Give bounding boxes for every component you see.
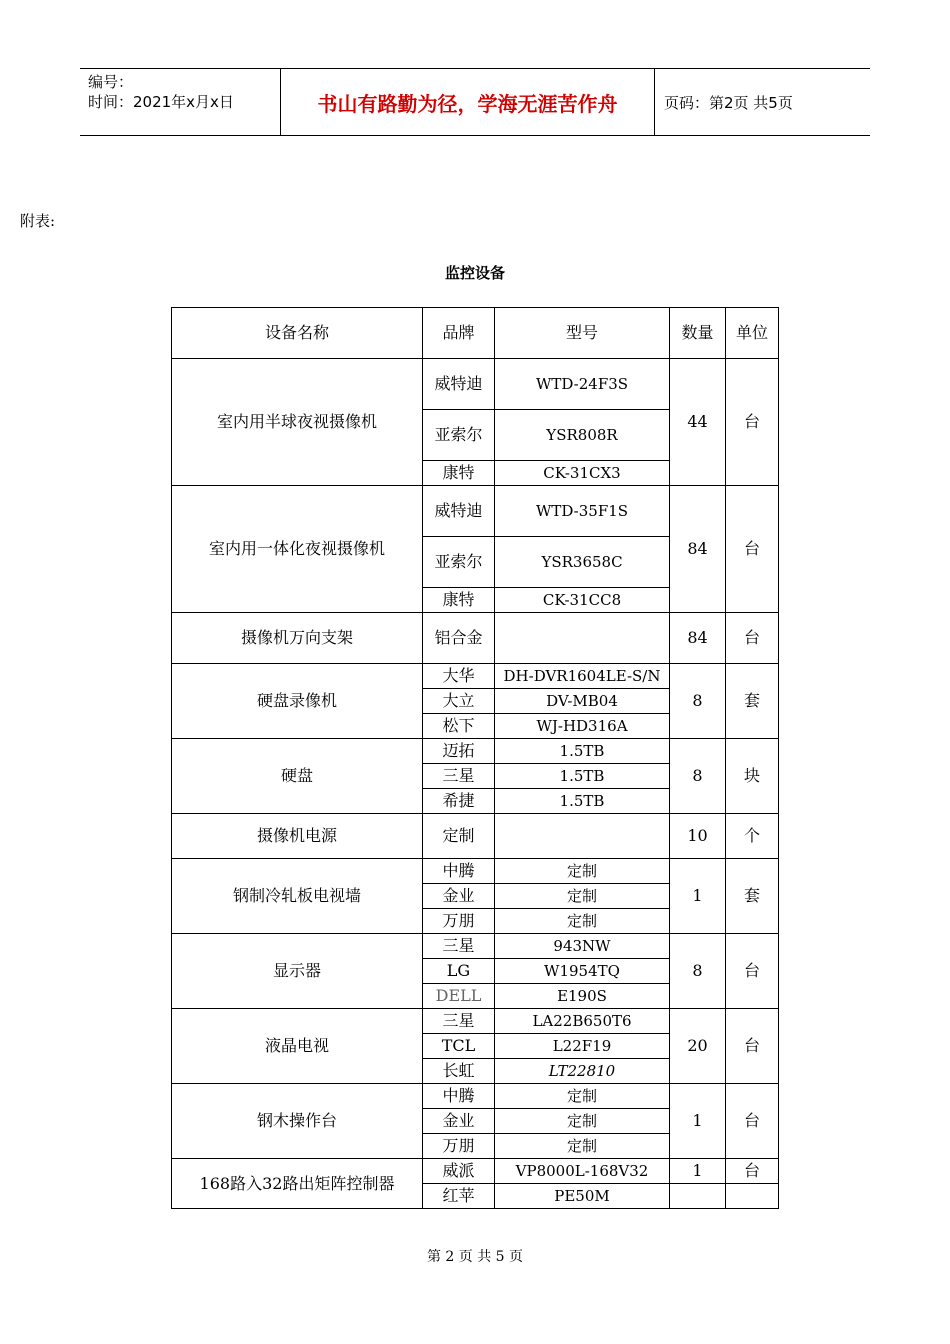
- col-header-model: 型号: [495, 308, 670, 359]
- model-cell: CK-31CX3: [495, 461, 670, 486]
- header-slogan: 书山有路勤为径，学海无涯苦作舟: [281, 69, 655, 135]
- model-cell: 1.5TB: [495, 764, 670, 789]
- quantity-cell: 44: [670, 359, 726, 486]
- quantity-cell: 1: [670, 1084, 726, 1159]
- table-row: [172, 1009, 779, 1034]
- brand-cell: 威派: [423, 1159, 495, 1184]
- table-row: [172, 359, 779, 410]
- model-cell: 1.5TB: [495, 789, 670, 814]
- col-header-name: 设备名称: [172, 308, 423, 359]
- model-cell: 1.5TB: [495, 739, 670, 764]
- equipment-name: 钢木操作台: [172, 1084, 423, 1159]
- brand-cell: 威特迪: [423, 359, 495, 410]
- unit-cell: 套: [726, 859, 779, 934]
- table-title: 监控设备: [444, 264, 505, 282]
- model-cell: 定制: [495, 1084, 670, 1109]
- brand-cell: 希捷: [423, 789, 495, 814]
- brand-cell: 三星: [423, 1009, 495, 1034]
- col-header-brand: 品牌: [423, 308, 495, 359]
- brand-cell: 三星: [423, 934, 495, 959]
- table-row: [172, 859, 779, 884]
- model-cell: 定制: [495, 1109, 670, 1134]
- brand-cell: 中腾: [423, 859, 495, 884]
- quantity-cell: 84: [670, 613, 726, 664]
- brand-cell: 大立: [423, 689, 495, 714]
- model-cell: E190S: [495, 984, 670, 1009]
- time-label: 时间：2021年x月x日: [88, 93, 234, 111]
- header-page-info: 页码：第2页 共5页: [664, 93, 793, 112]
- brand-cell: 迈拓: [423, 739, 495, 764]
- model-cell: YSR808R: [495, 410, 670, 461]
- brand-cell: 亚索尔: [423, 410, 495, 461]
- model-cell: 定制: [495, 909, 670, 934]
- equipment-name: 液晶电视: [172, 1009, 423, 1084]
- model-cell: VP8000L-168V32: [495, 1159, 670, 1184]
- unit-cell: 台: [726, 613, 779, 664]
- equipment-name: 摄像机万向支架: [172, 613, 423, 664]
- brand-cell: 大华: [423, 664, 495, 689]
- unit-cell: 台: [726, 1009, 779, 1084]
- page-footer: 第 2 页 共 5 页: [426, 1249, 524, 1265]
- brand-cell: 中腾: [423, 1084, 495, 1109]
- model-cell: L22F19: [495, 1034, 670, 1059]
- brand-cell: 定制: [423, 814, 495, 859]
- quantity-cell: 8: [670, 934, 726, 1009]
- unit-cell: 台: [726, 934, 779, 1009]
- quantity-cell: 1: [670, 1159, 726, 1184]
- table-row: [172, 739, 779, 764]
- equipment-name: 钢制冷轧板电视墙: [172, 859, 423, 934]
- unit-cell: 台: [726, 359, 779, 486]
- quantity-cell: 8: [670, 664, 726, 739]
- appendix-label: 附表:: [20, 212, 56, 230]
- brand-cell: LG: [423, 959, 495, 984]
- number-label: 编号：: [88, 73, 134, 91]
- unit-cell: 台: [726, 1084, 779, 1159]
- unit-cell: 台: [726, 1159, 779, 1184]
- brand-cell: 康特: [423, 461, 495, 486]
- table-row: [172, 664, 779, 689]
- unit-cell: 个: [726, 814, 779, 859]
- quantity-cell: 84: [670, 486, 726, 613]
- brand-cell: 松下: [423, 714, 495, 739]
- page-header: [80, 68, 870, 136]
- quantity-cell: 20: [670, 1009, 726, 1084]
- unit-cell: [726, 1184, 779, 1209]
- brand-cell: DELL: [423, 984, 495, 1009]
- equipment-name: 室内用一体化夜视摄像机: [172, 486, 423, 613]
- table-row: [172, 1084, 779, 1109]
- quantity-cell: 1: [670, 859, 726, 934]
- table-row: [172, 1159, 779, 1184]
- brand-cell: 长虹: [423, 1059, 495, 1084]
- model-cell: YSR3658C: [495, 537, 670, 588]
- model-cell: DV-MB04: [495, 689, 670, 714]
- equipment-name: 168路入32路出矩阵控制器: [172, 1159, 423, 1209]
- col-header-unit: 单位: [726, 308, 779, 359]
- model-cell: [495, 613, 670, 664]
- equipment-table: [171, 307, 779, 1209]
- model-cell: [495, 814, 670, 859]
- model-cell: 定制: [495, 859, 670, 884]
- table-row: [172, 613, 779, 664]
- table-row: [172, 814, 779, 859]
- unit-cell: 套: [726, 664, 779, 739]
- model-cell: 定制: [495, 884, 670, 909]
- quantity-cell: [670, 1184, 726, 1209]
- model-cell: 943NW: [495, 934, 670, 959]
- brand-cell: TCL: [423, 1034, 495, 1059]
- unit-cell: 块: [726, 739, 779, 814]
- brand-cell: 三星: [423, 764, 495, 789]
- equipment-name: 摄像机电源: [172, 814, 423, 859]
- model-cell: CK-31CC8: [495, 588, 670, 613]
- model-cell: W1954TQ: [495, 959, 670, 984]
- model-cell: 定制: [495, 1134, 670, 1159]
- model-cell: WTD-35F1S: [495, 486, 670, 537]
- brand-cell: 康特: [423, 588, 495, 613]
- quantity-cell: 8: [670, 739, 726, 814]
- brand-cell: 金业: [423, 1109, 495, 1134]
- model-cell: LA22B650T6: [495, 1009, 670, 1034]
- brand-cell: 亚索尔: [423, 537, 495, 588]
- quantity-cell: 10: [670, 814, 726, 859]
- table-row: [172, 934, 779, 959]
- brand-cell: 金业: [423, 884, 495, 909]
- brand-cell: 铝合金: [423, 613, 495, 664]
- col-header-qty: 数量: [670, 308, 726, 359]
- model-cell: WTD-24F3S: [495, 359, 670, 410]
- equipment-name: 显示器: [172, 934, 423, 1009]
- brand-cell: 威特迪: [423, 486, 495, 537]
- model-cell: WJ-HD316A: [495, 714, 670, 739]
- equipment-name: 室内用半球夜视摄像机: [172, 359, 423, 486]
- equipment-name: 硬盘: [172, 739, 423, 814]
- brand-cell: 万朋: [423, 1134, 495, 1159]
- model-cell: DH-DVR1604LE-S/N: [495, 664, 670, 689]
- model-cell: LT22810: [495, 1059, 670, 1084]
- equipment-name: 硬盘录像机: [172, 664, 423, 739]
- brand-cell: 万朋: [423, 909, 495, 934]
- brand-cell: 红苹: [423, 1184, 495, 1209]
- table-row: [172, 486, 779, 537]
- unit-cell: 台: [726, 486, 779, 613]
- model-cell: PE50M: [495, 1184, 670, 1209]
- table-header-row: [172, 308, 779, 359]
- header-meta: [80, 69, 281, 135]
